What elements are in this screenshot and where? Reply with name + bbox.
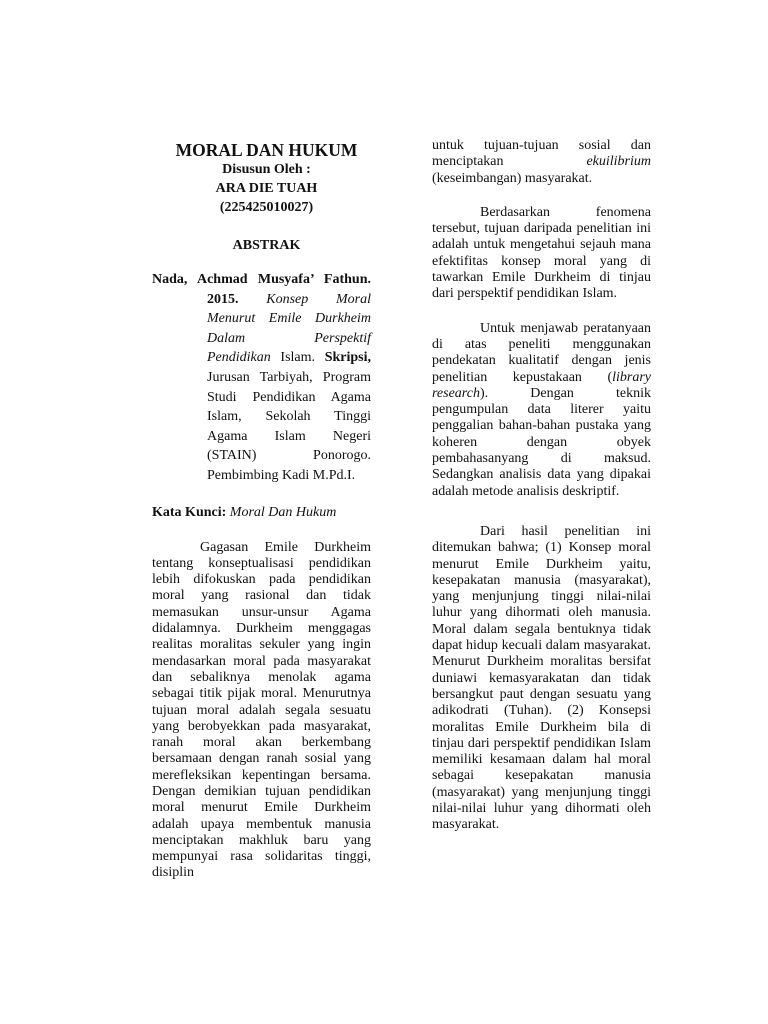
document-title: MORAL DAN HUKUM [175,140,358,160]
body-paragraph-continued [432,138,651,187]
reference-details: Jurusan Tarbiyah, Program Studi Pendidikan Agama Islam, Sekolah Tinggi Agama Islam Negeri (STAIN) Ponorogo. Pembimbing Kadi M.Pd.I. [207,369,371,483]
bibliographic-reference [152,270,371,486]
paragraph-text: (keseimbangan) masyarakat. [432,170,593,186]
italic-term: ekuilibrium [586,154,651,170]
byline: Disusun Oleh : [222,162,311,177]
paragraph-text: untuk tujuan-tujuan sosial dan menciptakan [432,138,651,170]
reference-title: Konsep Moral Menurut Emile Durkheim Dalam Perspektif Pendidikan [207,291,371,366]
left-column [152,140,371,882]
body-paragraph-1: Gagasan Emile Durkheim tentang konseptualisasi pendidikan lebih difokuskan pada pendidikan moral yang rasional dan tidak memasukan unsur-unsur Agama didalamnya. Durkheim menggagas realitas moralitas sekuler yang ingin mendasarkan moral pada masyarakat dan sebaliknya menolak agama sebagai titik pijak moral. Menurutnya tujuan moral adalah segala sesuatu yang berobyekkan pada masyarakat, ranah moral akan berkembang bersamaan dengan ranah sosial yang merefleksikan kepentingan bersama. Dengan demikian tujuan pendidikan moral menurut Emile Durkheim adalah upaya membentuk manusia menciptakan makhluk baru yang mempunyai rasa solidaritas tinggi, disiplin [152,539,371,881]
paragraph-text: ). Dengan teknik pengumpulan data literer yaitu penggalian bahan-bahan pustaka yang koheren dengan obyek pembahasanyang di maksud. Sedangkan analisis data yang dipakai adalah metode analisis deskriptif. [432,385,651,499]
reference-title-tail: Islam. [280,350,316,366]
keywords-value: Moral Dan Hukum [229,504,337,520]
reference-type: Skripsi, [324,350,371,366]
paragraph-text: Untuk menjawab peratanyaan di atas peneliti menggunakan pendekatan kualitatif dengan jenis penelitian kepustakaan ( [432,320,651,385]
body-paragraph-3 [432,321,651,500]
italic-term: library research [432,369,651,401]
right-column [432,138,651,834]
keywords [152,504,371,522]
abstract-heading: ABSTRAK [232,238,301,253]
author-name: ARA DIE TUAH [215,181,318,196]
student-id: (225425010027) [219,200,314,215]
reference-authors: Nada, Achmad Musyafa’ Fathun. 2015. [152,272,371,307]
body-paragraph-4: Dari hasil penelitian ini ditemukan bahwa; (1) Konsep moral menurut Emile Durkheim yaitu, kesepakatan manusia (masyarakat), yang menjunjung tinggi nilai-nilai luhur yang dihormati oleh manusia. Moral dalam segala bentuknya tidak dapat hidup kecuali dalam masyarakat. Menurut Durkheim moralitas bersifat duniawi kemasyarakatan dan tidak bersangkut paut dengan sesuatu yang adikodrati (Tuhan). (2) Konsepsi moralitas Emile Durkheim bila di tinjau dari perspektif pendidikan Islam memiliki kesamaan dalam hal moral sebagai kesepakatan manusia (masyarakat) yang menjunjung tinggi nilai-nilai luhur yang dihormati oleh masyarakat. [432,523,651,833]
keywords-label: Kata Kunci: [152,504,227,520]
body-paragraph-2: Berdasarkan fenomena tersebut, tujuan daripada penelitian ini adalah untuk mengetahui sejauh mana efektifitas konsep moral yang di tawarkan Emile Durkheim di tinjau dari perspektif pendidikan Islam. [432,204,651,302]
